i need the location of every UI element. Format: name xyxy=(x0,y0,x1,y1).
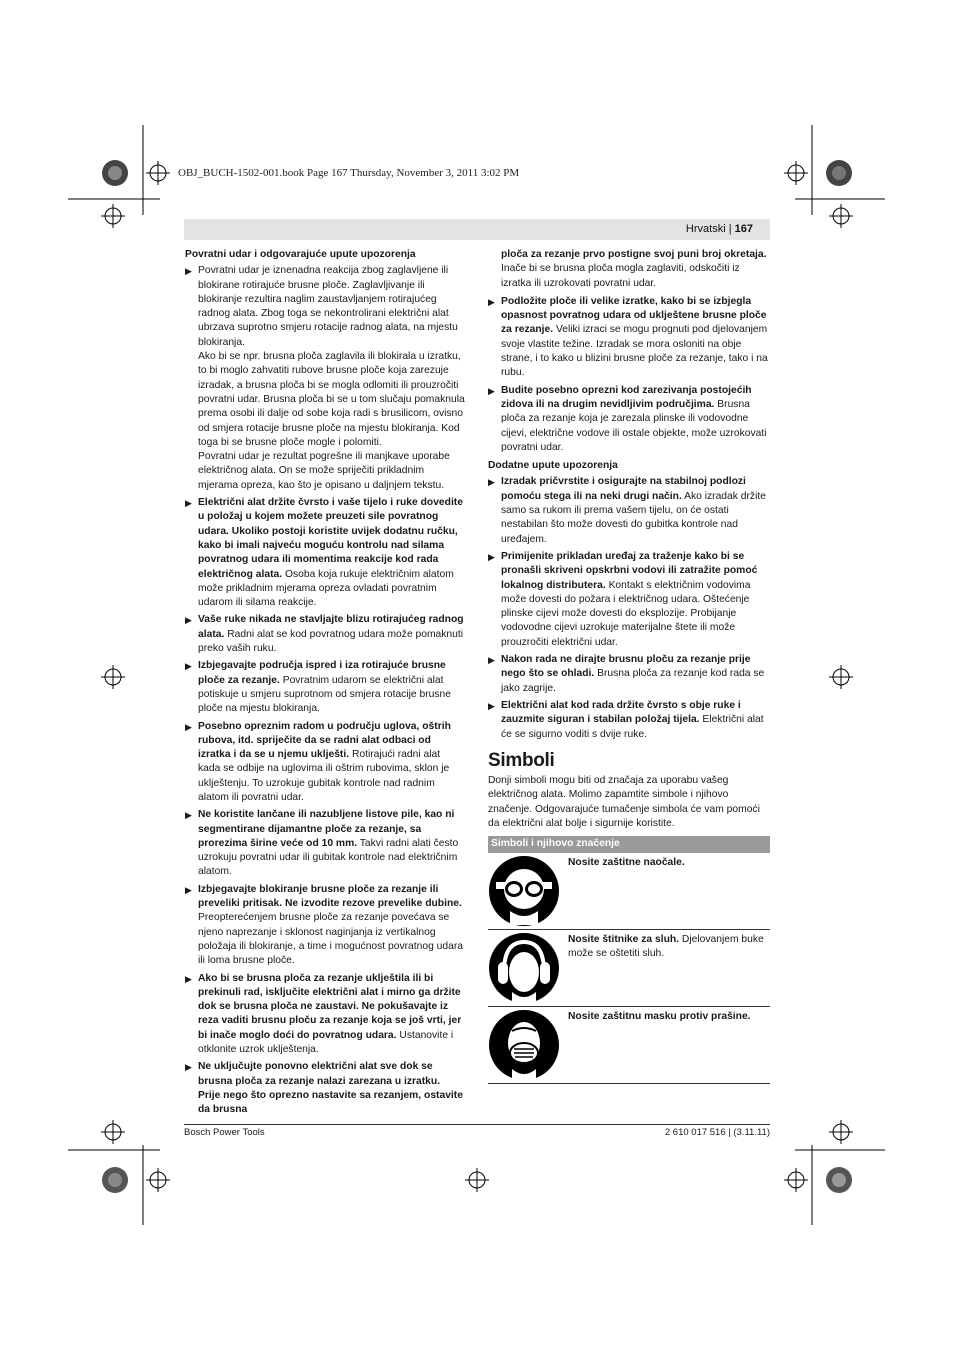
item-bold: Ako bi se brusna ploča za rezanje uklještila ili bi prekinuli rad, isključite električni alat i mirno ga držite dok se brusna ploča ne zaustavi. Ne pokušavajte iz reza vaditi brusnu ploču za rezanje koja se još vrti, jer bi inače moglo doći do povratnog udara. xyxy=(198,972,462,1041)
footer-brand: Bosch Power Tools xyxy=(184,1127,265,1138)
item-bold: Nakon rada ne dirajte brusnu ploču za rezanje prije nego što se ohladi. xyxy=(501,654,751,680)
section-heading-additional: Dodatne upute upozorenja xyxy=(488,460,618,472)
list-item xyxy=(488,550,770,650)
symbol-title: Nosite štitnike za sluh. xyxy=(568,933,680,945)
item-text: Kontakt s električnim vodovima može dovesti do požara i električnog udara. Oštećenje plinske cijevi može dovesti do eksplozije. Probijanje vodovodne cijevi uzrokuje materijalne štete ili može prouzročiti električni udar. xyxy=(501,579,751,648)
bullet-arrow-icon: ▶ xyxy=(185,615,192,626)
bullet-arrow-icon: ▶ xyxy=(185,973,192,984)
bullet-arrow-icon: ▶ xyxy=(185,661,192,672)
item-text: Osoba koja rukuje električnim alatom može prikladnim mjerama opreza ovladati povratnim udarom ili silama reakcije. xyxy=(198,568,454,609)
symbols-intro: Donji simboli mogu biti od značaja za uporabu vašeg električnog alata. Molimo zapamtite simbole i njihovo značenje. Odgovarajuće tumačenje simbola će vam pomoći da električni alat bolje i sigurnije koristite. xyxy=(488,775,760,829)
list-item xyxy=(185,972,465,1058)
item-text: Preopterećenjem brusne ploče za rezanje povećava se njeno naprezanje i sklonost naginjanja iz vertikalnog položaja ili blokiranje, a time i mogućnost povratnog udara ili loma brusne ploče. xyxy=(198,912,464,967)
bullet-arrow-icon: ▶ xyxy=(185,1062,192,1073)
right-column xyxy=(488,248,770,1084)
bullet-arrow-icon: ▶ xyxy=(488,655,495,666)
item-text: Ako izradak držite samo sa rukom ili prema vašem tijelu, on će ostati nestabilan što može dovesti do gubitka kontrole nad uređajem. xyxy=(501,490,766,545)
header-separator: | xyxy=(728,223,732,235)
safety-goggles-icon xyxy=(488,853,568,929)
bullet-arrow-icon: ▶ xyxy=(185,884,192,895)
list-item xyxy=(185,613,465,656)
list-item xyxy=(488,295,770,381)
item-text: Električni alat će se sigurno voditi s dvije ruke. xyxy=(501,714,764,740)
item-bold: Izradak pričvrstite i osigurajte na stabilnoj podlozi pomoću stega ili na neki drugi način. xyxy=(501,476,746,502)
table-row xyxy=(488,930,770,1007)
print-info: OBJ_BUCH-1502-001.book Page 167 Thursday, November 3, 2011 3:02 PM xyxy=(178,167,520,179)
bullet-arrow-icon: ▶ xyxy=(185,498,192,509)
list-item xyxy=(488,653,770,696)
item-bold: Električni alat držite čvrsto i vaše tijelo i ruke dovedite u položaj u kojem možete preuzeti sile povratnog udara. Ukoliko postoji koristite uvijek dodatnu ručku, kako bi imali najveću moguću kontrolu nad silama povratnog udara ili momentima reakcije kod rada električnog alata. xyxy=(198,497,463,580)
item-bold: Izbjegavajte blokiranje brusne ploče za rezanje ili preveliki pritisak. Ne izvodite rezove prevelike dubine. xyxy=(198,883,462,910)
page-number: 167 xyxy=(734,223,753,235)
list-item xyxy=(185,720,465,806)
page-header xyxy=(184,219,770,240)
list-item xyxy=(185,808,465,879)
footer-doc-number: 2 610 017 516 | (3.11.11) xyxy=(664,1127,770,1138)
bullet-arrow-icon: ▶ xyxy=(488,700,495,711)
list-item xyxy=(185,496,465,610)
item-bold: Podložite ploče ili velike izratke, kako bi se izbjegla opasnost povratnog udara od uklještene brusne ploče za rezanje. xyxy=(501,295,767,336)
item-bold: Električni alat kod rada držite čvrsto s obje ruke i zauzmite siguran i stabilan položaj tijela. xyxy=(501,699,741,726)
header-text xyxy=(686,223,753,235)
list-item xyxy=(488,699,770,742)
bullet-arrow-icon: ▶ xyxy=(488,477,495,488)
section-title-symbols: Simboli xyxy=(488,749,555,771)
item-bold: Ne uključujte ponovno električni alat sve dok se brusna ploča za rezanje nalazi zarezana u izratku. Prije nego što oprezno nastavite sa rezanjem, ostavite da brusna xyxy=(198,1061,463,1116)
bullet-arrow-icon: ▶ xyxy=(185,266,192,277)
symbols-table xyxy=(488,853,770,1084)
item-bold: ploča za rezanje prvo postigne svoj puni broj okretaja. xyxy=(501,249,767,260)
list-item xyxy=(185,883,465,969)
item-text: Ustanovite i otklonite uzrok uklještenja. xyxy=(198,1029,454,1056)
list-item xyxy=(185,659,465,716)
symbol-text: Djelovanjem buke može se oštetiti sluh. xyxy=(568,933,764,959)
item-text: Povratni udar je iznenadna reakcija zbog zaglavljene ili blokirane rotirajuće brusne ploče. Zaglavljivanje ili blokiranje rezultira naglim zaustavljanjem rotirajućeg radnog alata. Zbog toga se nekontrolirani električni alat ubrzava suprotno smjeru rotacije radnog alata, na mjestu blokiranja. xyxy=(198,265,458,348)
item-bold: Izbjegavajte područja ispred i iza rotirajuće brusne ploče za rezanje. xyxy=(198,660,446,686)
list-item xyxy=(185,1060,465,1117)
item-bold: Budite posebno oprezni kod zarezivanja postojećih zidova ili na drugim nevidljivim područjima. xyxy=(501,384,752,410)
bullet-arrow-icon: ▶ xyxy=(185,721,192,732)
bullet-arrow-icon: ▶ xyxy=(488,385,495,396)
item-bold: Ne koristite lančane ili nazubljene listove pile, kao ni segmentirane dijamantne ploče za rezanje, sa prorezima širine veće od 10 mm. xyxy=(198,809,455,849)
item-text: Brusna ploča za rezanje koja je zarezala plinske ili vodovodne cijevi, električne vodove ili ostale objekte, može uzrokovati povratni udar. xyxy=(501,398,767,453)
section-heading-kickback: Povratni udar i odgovarajuće upute upozorenja xyxy=(185,249,416,260)
item-text: Povratnim udarom se električni alat potiskuje u smjeru suprotnom od smjera rotacije brusne ploče na mjestu blokiranja. xyxy=(198,674,451,715)
item-text: Veliki izraci se mogu prognuti pod djelovanjem svoje vlastite težine. Izradak se mora osloniti na obje strane, i to kako u blizini brusne ploče za rezanje, tako i na rubu. xyxy=(501,324,768,379)
symbol-description xyxy=(568,930,770,1006)
item-bold: Posebno opreznim radom u području uglova, oštrih rubova, itd. spriječite da se radni alat odbaci od izratka i da se u njemu uklješti. xyxy=(198,720,451,761)
symbol-description xyxy=(568,1007,770,1083)
item-text: Takvi radni alati često uzrokuju povratni udar ili gubitak kontrole nad električnim alatom. xyxy=(198,837,459,878)
item-bold: Primijenite prikladan uređaj za traženje kako bi se pronašli skriveni opskrbni vodovi ili zatražite pomoć lokalnog distributera. xyxy=(501,550,758,591)
symbol-description xyxy=(568,853,770,929)
symbol-title: Nosite zaštitne naočale. xyxy=(568,856,685,868)
list-item-continuation xyxy=(488,248,770,291)
bullet-arrow-icon: ▶ xyxy=(488,296,495,307)
list-item xyxy=(488,384,770,455)
symbols-table-header: Simboli i njihovo značenje xyxy=(488,836,770,852)
table-row xyxy=(488,853,770,930)
symbol-title: Nosite zaštitnu masku protiv prašine. xyxy=(568,1010,751,1022)
list-item xyxy=(488,475,770,546)
ear-protection-icon xyxy=(488,930,568,1006)
item-paragraph: Ako bi se npr. brusna ploča zaglavila ili blokirala u izratku, to bi moglo zahvatiti rubove brusne ploče koja zarezuje izradak, a brusna ploča bi se mogla odlomiti ili prouzročiti povratni udar. Brusna ploča bi se u tom slučaju pomaknula prema osobi ili dalje od sobe koja radi s brusilicom, ovisno od smjera rotacije brusne ploče na mjestu blokiranja. Kod toga bi se brusne ploče mogle i polomiti. xyxy=(198,351,465,448)
header-language: Hrvatski xyxy=(685,223,726,235)
list-item xyxy=(185,264,465,493)
item-text: Inače bi se brusna ploča mogla zaglaviti, odskočiti iz izratka ili uzrokovati povratni udar. xyxy=(501,263,740,289)
footer-divider xyxy=(184,1124,770,1125)
item-text: Radni alat se kod povratnog udara može pomaknuti preko vaših ruku. xyxy=(198,628,464,655)
bullet-arrow-icon: ▶ xyxy=(488,551,495,562)
item-text: Rotirajući radni alat kada se odbije na uglovima ili oštrim rubovima, sklon je uklještenju. To uzrokuje gubitak kontrole nad radnim alatom ili povratni udar. xyxy=(198,749,450,803)
table-row xyxy=(488,1007,770,1084)
item-text: Brusna ploča za rezanje kod rada se jako zagrije. xyxy=(501,668,765,694)
item-bold: Vaše ruke nikada ne stavljajte blizu rotirajućeg radnog alata. xyxy=(198,614,464,640)
dust-mask-icon xyxy=(488,1007,568,1083)
item-paragraph: Povratni udar je rezultat pogrešne ili manjkave uporabe električnog alata. On se može spriječiti prikladnim mjerama opreza, kao što je opisano u daljnjem tekstu. xyxy=(198,451,450,491)
bullet-arrow-icon: ▶ xyxy=(185,810,192,821)
left-column xyxy=(185,248,465,1121)
